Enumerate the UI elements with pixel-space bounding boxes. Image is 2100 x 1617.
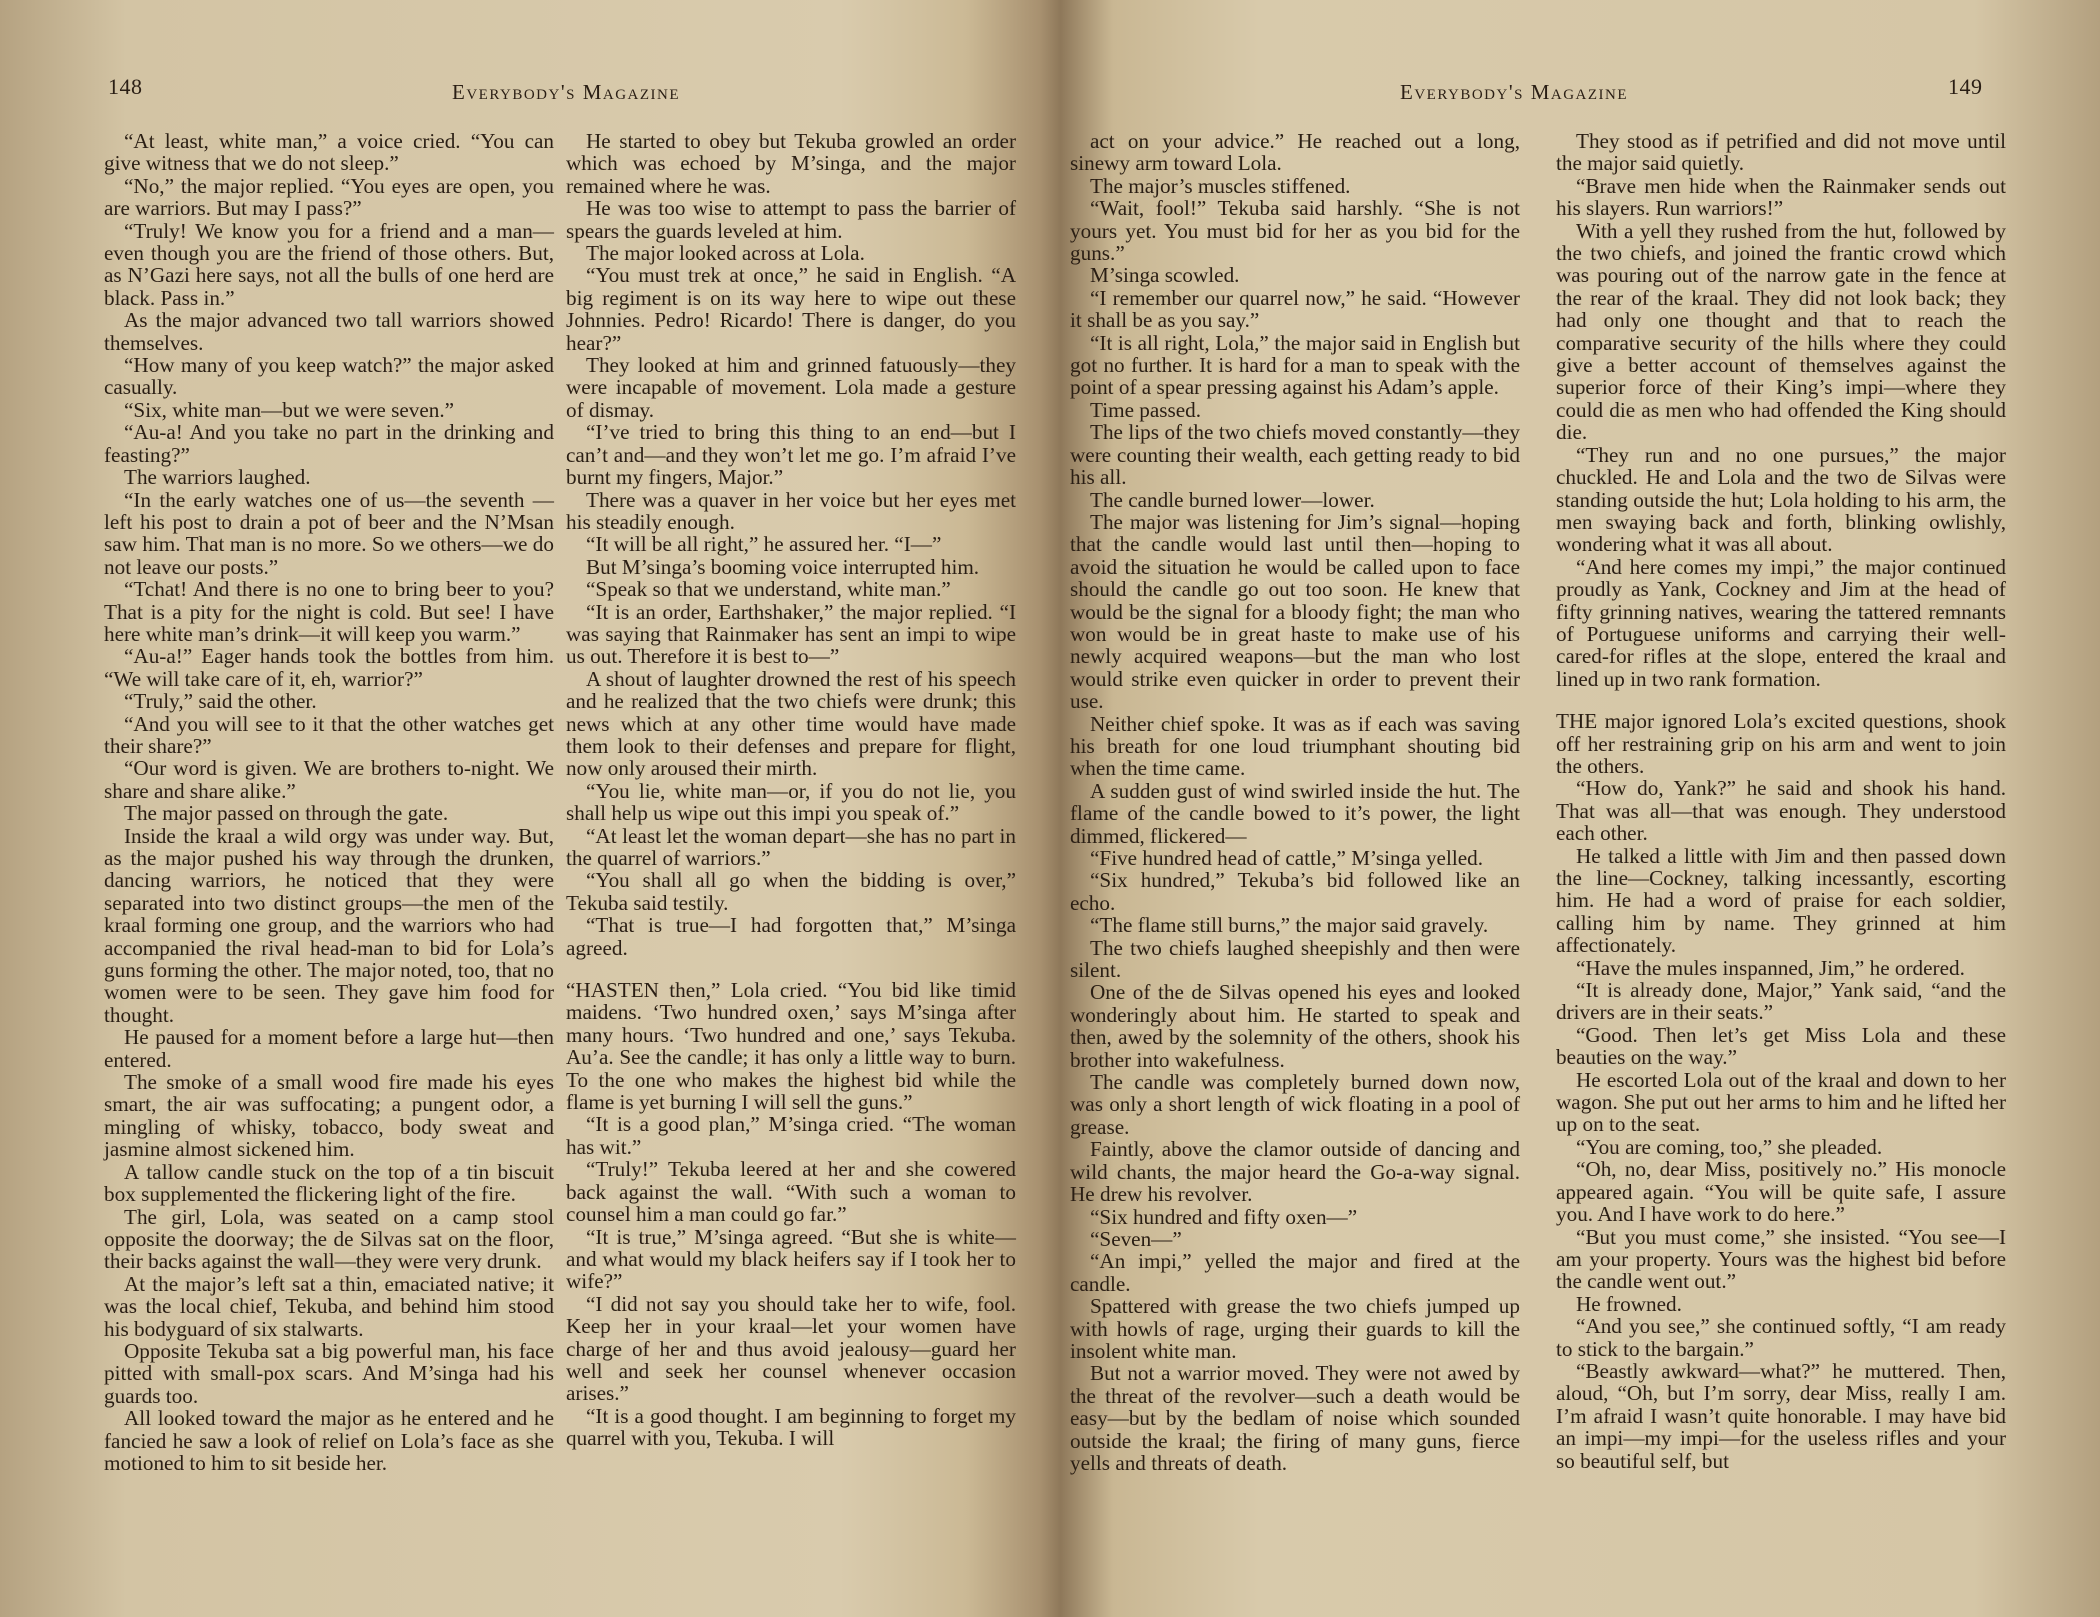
- paragraph: “It is a good thought. I am beginning to forget my quarrel with you, Tekuba. I will: [566, 1403, 1016, 1451]
- paragraph: “The flame still burns,” the major said gravely.: [1090, 913, 1489, 938]
- paragraph: “You shall all go when the bidding is over,” Tekuba said testily.: [566, 868, 1016, 915]
- paragraph: “They run and no one pursues,” the major chuckled. He and Lola and the two de Silvas were standing outside the hut; Lola holding to his arm, the men swaying back and forth, blinking owlishly, wondering what it was all about.: [1556, 442, 2006, 557]
- paragraph: He escorted Lola out of the kraal and down to her wagon. She put out her arms to him and he lifted her up on to the seat.: [1556, 1067, 2006, 1137]
- paragraph: “Six hundred,” Tekuba’s bid followed like an echo.: [1070, 868, 1520, 915]
- paragraph: “Our word is given. We are brothers to-night. We share and share alike.”: [104, 756, 554, 803]
- paragraph: The major passed on through the gate.: [124, 801, 449, 826]
- page-number: 148: [108, 74, 143, 99]
- paragraph: “Tchat! And there is no one to bring beer to you? That is a pity for the night is cold. But see! I have here white man’s drink—it will keep you warm.”: [104, 577, 554, 646]
- paragraph: “It will be all right,” he assured her. “I—”: [586, 532, 942, 557]
- paragraph: He talked a little with Jim and then passed down the line—Cockney, talking incessantly, escorting him. He had a word of praise for each soldier, calling him by name. They grinned at him affectionately.: [1556, 843, 2006, 958]
- paragraph: The candle was completely burned down now, was only a short length of wick floating in a pool of grease.: [1070, 1070, 1520, 1139]
- paragraph: “Au-a! And you take no part in the drinking and feasting?”: [104, 420, 554, 467]
- paragraph: One of the de Silvas opened his eyes and looked wonderingly about him. He started to speak and then, awed by the solemnity of the others, shook his brother into wakefulness.: [1070, 980, 1520, 1072]
- paragraph: “At least let the woman depart—she has no part in the quarrel of warriors.”: [566, 823, 1016, 870]
- text-column: [1556, 130, 2006, 1472]
- paragraph: They looked at him and grinned fatuously—they were incapable of movement. Lola made a gesture of dismay.: [566, 353, 1016, 422]
- left-page: [0, 0, 1040, 1617]
- paragraph: “And here comes my impi,” the major continued proudly as Yank, Cockney and Jim at the head of fifty grinning natives, wearing the tattered remnants of Portuguese uniforms and carrying their well-cared-for rifles at the slope, entered the kraal and lined up in two rank formation.: [1556, 554, 2006, 691]
- paragraph: THE major ignored Lola’s excited questions, shook off her restraining grip on his arm and went to join the others.: [1556, 709, 2006, 778]
- running-head: Everybody's Magazine: [1400, 80, 1629, 104]
- paragraph: Inside the kraal a wild orgy was under way. But, as the major pushed his way through the drunken, dancing warriors, he noticed that they were separated into two distinct groups—the men of the kraal forming one group, and the warriors who had accompanied the rival head-man to bid for Lola’s guns forming the other. The major noted, too, that no women were to be seen. They gave him food for thought.: [104, 823, 554, 1027]
- paragraph: “Speak so that we understand, white man.”: [586, 577, 951, 602]
- paragraph: The lips of the two chiefs moved constantly—they were counting their wealth, each getting ready to bid his all.: [1070, 420, 1520, 490]
- paragraph: “Six hundred and fifty oxen—”: [1090, 1204, 1358, 1229]
- paragraph: M’singa scowled.: [1090, 263, 1240, 288]
- paragraph: There was a quaver in her voice but her eyes met his steadily enough.: [566, 487, 1016, 534]
- paragraph: “It is already done, Major,” Yank said, “and the drivers are in their seats.”: [1556, 978, 2006, 1025]
- paragraph: “And you see,” she continued softly, “I am ready to stick to the bargain.”: [1556, 1314, 2006, 1361]
- paragraph: “It is a good plan,” M’singa cried. “The woman has wit.”: [566, 1112, 1016, 1159]
- paragraph: The smoke of a small wood fire made his eyes smart, the air was suffocating; a pungent odor, a mingling of whisky, tobacco, body sweat and jasmine almost sickened him.: [104, 1070, 554, 1162]
- paragraph: He frowned.: [1576, 1291, 1682, 1316]
- paragraph: “It is all right, Lola,” the major said in English but got no further. It is hard for a man to speak with the point of a spear pressing against his Adam’s apple.: [1070, 330, 1520, 400]
- paragraph: “I did not say you should take her to wife, fool. Keep her in your kraal—let your women have charge of her and thus avoid jealousy—guard her well and seek her counsel whenever occasion arises.”: [566, 1291, 1016, 1406]
- paragraph: A shout of laughter drowned the rest of his speech and he realized that the two chiefs were drunk; this news which at any other time would have made them look to their defenses and prepare for flight, now only aroused their mirth.: [566, 666, 1016, 781]
- paragraph: “Truly! We know you for a friend and a man—even though you are the friend of those others. But, as N’Gazi here says, not all the bulls of one herd are black. Pass in.”: [104, 218, 554, 310]
- text-column: [566, 130, 1016, 1450]
- paragraph: The major looked across at Lola.: [586, 241, 865, 266]
- paragraph: “Have the mules inspanned, Jim,” he ordered.: [1576, 955, 1965, 980]
- paragraph: “At least, white man,” a voice cried. “You can give witness that we do not sleep.”: [104, 129, 554, 176]
- paragraph: At the major’s left sat a thin, emaciated native; it was the local chief, Tekuba, and behind him stood his bodyguard of six stalwarts.: [104, 1271, 554, 1341]
- paragraph: “I’ve tried to bring this thing to an end—but I can’t and—and they won’t let me go. I’m afraid I’ve burnt my fingers, Major.”: [566, 420, 1016, 490]
- paragraph: But not a warrior moved. They were not awed by the threat of the revolver—such a death would be easy—but by the bedlam of noise which sounded outside the kraal; the firing of many guns, fierce yells and threats of death.: [1070, 1361, 1520, 1475]
- paragraph: Time passed.: [1090, 397, 1202, 422]
- paragraph: The girl, Lola, was seated on a camp stool opposite the doorway; the de Silvas sat on the floor, their backs against the wall—they were very drunk.: [104, 1204, 554, 1274]
- paragraph: The major’s muscles stiffened.: [1090, 173, 1351, 198]
- paragraph: He paused for a moment before a large hut—then entered.: [104, 1025, 554, 1072]
- paragraph: “Beastly awkward—what?” he muttered. Then, aloud, “Oh, but I’m sorry, dear Miss, really I am. I’m afraid I wasn’t quite honorable. I may have bid an impi—my impi—for the useless rifles and your so beautiful self, but: [1556, 1358, 2006, 1473]
- paragraph: The two chiefs laughed sheepishly and then were silent.: [1070, 935, 1520, 983]
- paragraph: Faintly, above the clamor outside of dancing and wild chants, the major heard the Go-a-way signal. He drew his revolver.: [1070, 1137, 1520, 1207]
- running-head: Everybody's Magazine: [452, 80, 681, 104]
- paragraph: “Five hundred head of cattle,” M’singa yelled.: [1090, 846, 1484, 870]
- paragraph: “Truly,” said the other.: [124, 689, 317, 714]
- paragraph: As the major advanced two tall warriors showed themselves.: [104, 308, 554, 355]
- paragraph: “Au-a!” Eager hands took the bottles from him. “We will take care of it, eh, warrior?”: [104, 644, 554, 691]
- paragraph: “How many of you keep watch?” the major asked casually.: [104, 353, 554, 400]
- paragraph: “That is true—I had forgotten that,” M’singa agreed.: [566, 913, 1016, 960]
- paragraph: “You must trek at once,” he said in English. “A big regiment is on its way here to wipe out these Johnnies. Pedro! Ricardo! There is danger, do you hear?”: [566, 263, 1016, 355]
- text-column: [104, 130, 554, 1474]
- paragraph: He started to obey but Tekuba growled an order which was echoed by M’singa, and the major remained where he was.: [566, 129, 1016, 198]
- paragraph: Spattered with grease the two chiefs jumped up with howls of rage, urging their guards to kill the insolent white man.: [1070, 1294, 1520, 1363]
- paragraph: They stood as if petrified and did not move until the major said quietly.: [1556, 129, 2006, 176]
- page-number: 149: [1948, 74, 1983, 99]
- paragraph: “But you must come,” she insisted. “You see—I am your property. Yours was the highest bid before the candle went out.”: [1556, 1224, 2006, 1294]
- paragraph: A sudden gust of wind swirled inside the hut. The flame of the candle bowed to it’s power, the light dimmed, flickered—: [1070, 778, 1520, 848]
- paragraph: “An impi,” yelled the major and fired at the candle.: [1070, 1249, 1520, 1296]
- paragraph: “HASTEN then,” Lola cried. “You bid like timid maidens. ‘Two hundred oxen,’ says M’singa after many hours. ‘Two hundred and one,’ says Tekuba. Au’a. See the candle; it has only a little way to burn. To the one who makes the highest bid while the flame is yet burning I will sell the guns.”: [566, 978, 1016, 1115]
- paragraph: The warriors laughed.: [124, 465, 311, 490]
- paragraph: “You lie, white man—or, if you do not lie, you shall help us wipe out this impi you speak of.”: [566, 778, 1016, 826]
- paragraph: Neither chief spoke. It was as if each was saving his breath for one loud triumphant shouting bid when the time came.: [1070, 711, 1520, 781]
- paragraph: “I remember our quarrel now,” he said. “However it shall be as you say.”: [1070, 285, 1520, 333]
- paragraph: “It is true,” M’singa agreed. “But she is white—and what would my black heifers say if I took her to wife?”: [566, 1224, 1016, 1294]
- paragraph: “No,” the major replied. “You eyes are open, you are warriors. But may I pass?”: [104, 173, 554, 221]
- text-column: [1070, 130, 1520, 1474]
- paragraph: “Truly!” Tekuba leered at her and she cowered back against the wall. “With such a woman to counsel him a man could go far.”: [566, 1157, 1016, 1227]
- paragraph: “Brave men hide when the Rainmaker sends out his slayers. Run warriors!”: [1556, 173, 2006, 221]
- paragraph: The major was listening for Jim’s signal—hoping that the candle would last until then—hoping to avoid the situation he would be called upon to face should the candle go out too soon. He knew that would be the signal for a bloody fight; the man who won would be in great haste to make use of his newly acquired weapons—but the man who lost would strike even quicker in order to prevent their use.: [1070, 509, 1520, 714]
- paragraph: “Good. Then let’s get Miss Lola and these beauties on the way.”: [1556, 1022, 2006, 1070]
- paragraph: “It is an order, Earthshaker,” the major replied. “I was saying that Rainmaker has sent an impi to wipe us out. Therefore it is best to—”: [566, 599, 1016, 669]
- paragraph: All looked toward the major as he entered and he fancied he saw a look of relief on Lola’s face as she motioned to him to sit beside her.: [104, 1406, 554, 1475]
- paragraph: The candle burned lower—lower.: [1090, 487, 1375, 512]
- paragraph: “Seven—”: [1090, 1226, 1182, 1251]
- paragraph: “Wait, fool!” Tekuba said harshly. “She is not yours yet. You must bid for her as you bid for the guns.”: [1070, 196, 1520, 266]
- paragraph: “Oh, no, dear Miss, positively no.” His monocle appeared again. “You will be quite safe, I assure you. And I have work to do here.”: [1556, 1157, 2006, 1227]
- paragraph: “And you will see to it that the other watches get their share?”: [104, 711, 554, 758]
- paragraph: But M’singa’s booming voice interrupted him.: [586, 554, 980, 579]
- paragraph: He was too wise to attempt to pass the barrier of spears the guards leveled at him.: [566, 196, 1016, 243]
- paragraph: “How do, Yank?” he said and shook his hand. That was all—that was enough. They understood each other.: [1556, 776, 2006, 846]
- paragraph: With a yell they rushed from the hut, followed by the two chiefs, and joined the frantic crowd which was pouring out of the narrow gate in the fence at the rear of the kraal. They did not look back; they had only one thought and that to reach the comparative security of the hills where they could give a better account of themselves against the superior force of their King’s impi—where they could die as men who had offended the King should die.: [1556, 218, 2006, 445]
- paragraph: “In the early watches one of us—the seventh —left his post to drain a pot of beer and the N’Msan saw him. That man is no more. So we others—we do not leave our posts.”: [104, 487, 554, 579]
- paragraph: act on your advice.” He reached out a long, sinewy arm toward Lola.: [1070, 129, 1520, 176]
- right-page: [1040, 0, 2100, 1617]
- paragraph: Opposite Tekuba sat a big powerful man, his face pitted with small-pox scars. And M’singa had his guards too.: [104, 1338, 554, 1408]
- paragraph: “Six, white man—but we were seven.”: [124, 397, 455, 422]
- paragraph: A tallow candle stuck on the top of a tin biscuit box supplemented the flickering light of the fire.: [104, 1159, 554, 1207]
- paragraph: “You are coming, too,” she pleaded.: [1576, 1134, 1883, 1159]
